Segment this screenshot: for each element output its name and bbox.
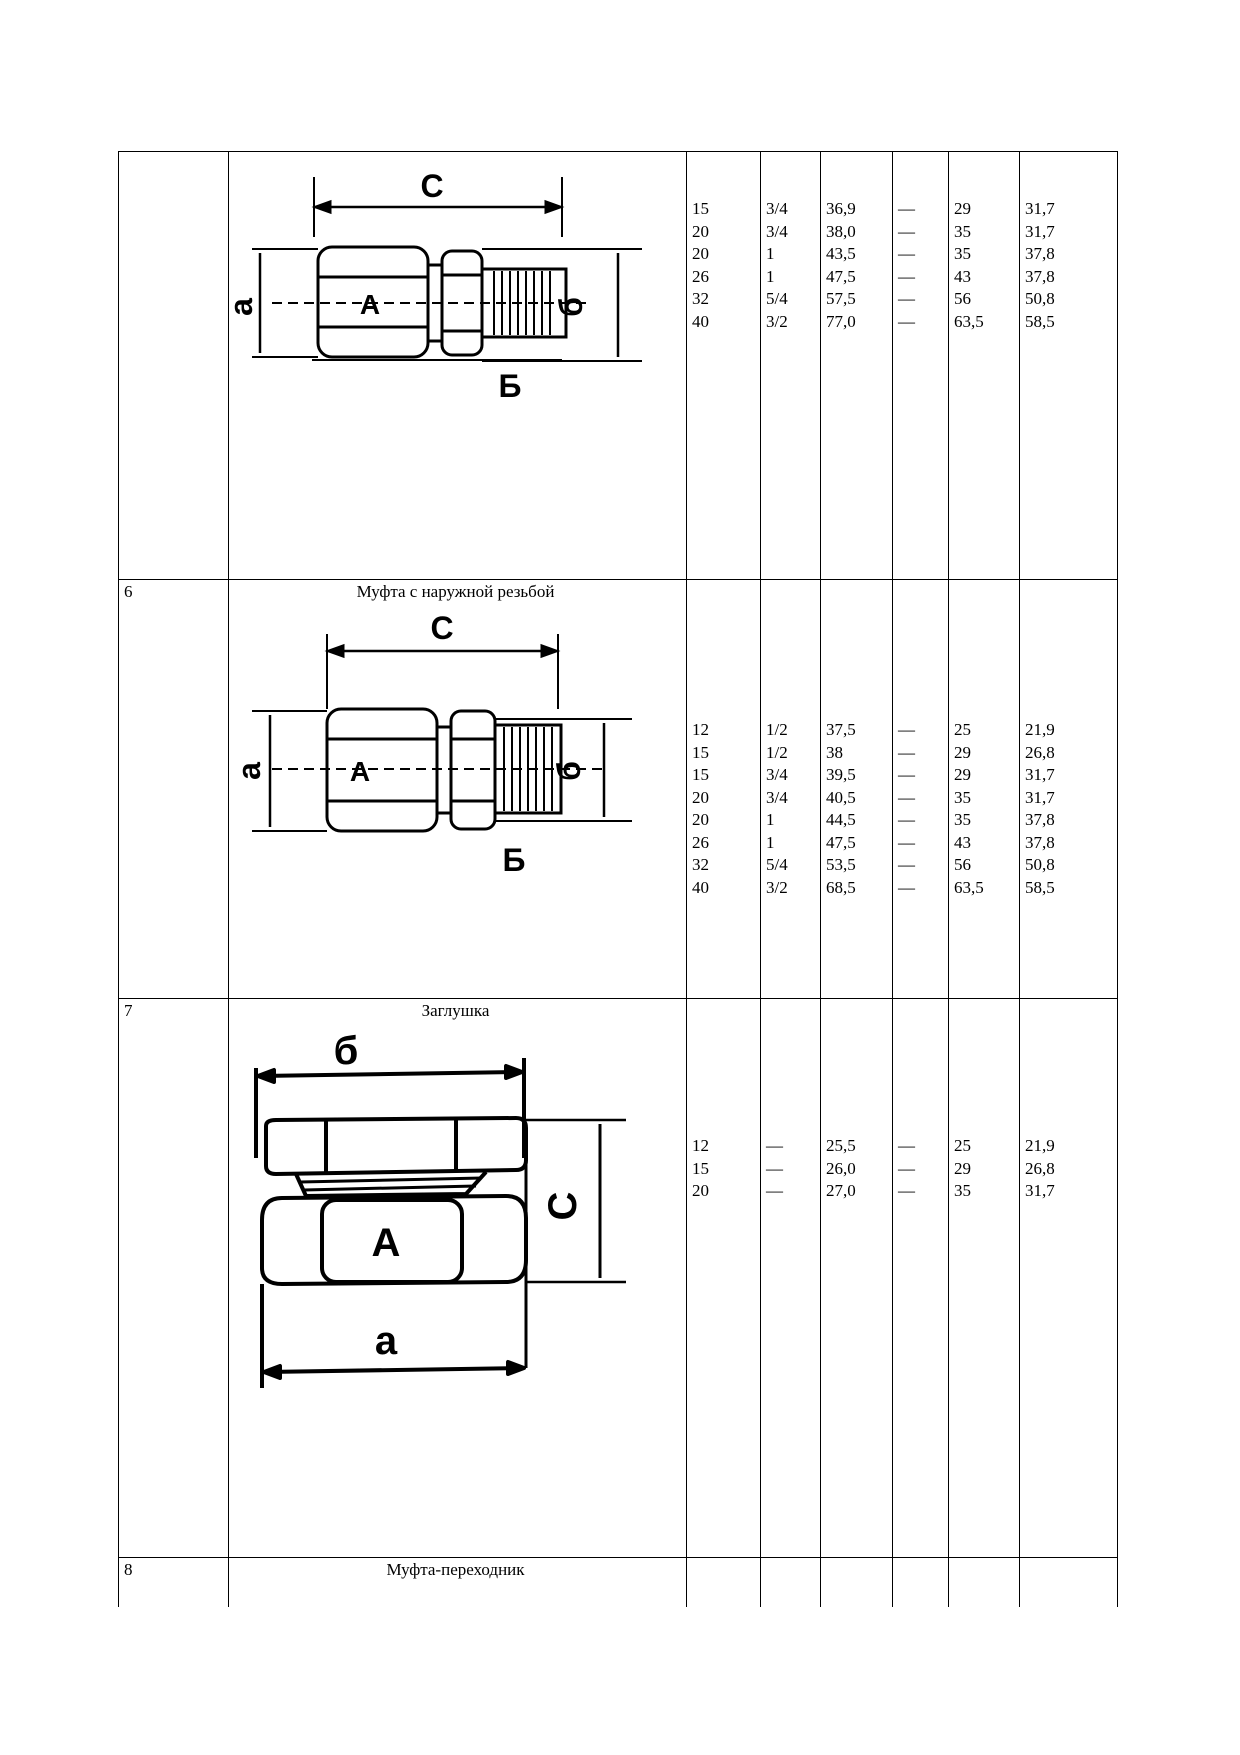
dimension-label-b: б: [333, 1029, 359, 1073]
row-number: 8: [124, 1560, 133, 1579]
part-label-a: А: [349, 756, 371, 787]
row-title: Заглушка: [421, 1001, 490, 1020]
dimension-label-C: С: [541, 1191, 585, 1221]
dimension-label-B: Б: [498, 368, 522, 404]
fitting-drawing: [232, 609, 652, 879]
column-b: 21,9 26,8 31,7: [1025, 1136, 1055, 1200]
row-number: 6: [124, 582, 133, 601]
table-row: [0, 579, 1240, 998]
column-dash: — — — — — — — —: [898, 720, 915, 897]
part-label-a: А: [359, 289, 381, 320]
column-dn: 15 20 20 26 32 40: [692, 199, 709, 331]
dimension-label-a: а: [223, 298, 259, 316]
dimension-label-c: С: [430, 610, 454, 646]
dimension-label-a: а: [374, 1319, 398, 1363]
table-row: [0, 151, 1240, 579]
column-c: 37,5 38 39,5 40,5 44,5 47,5 53,5 68,5: [826, 720, 856, 897]
plug-drawing: [236, 1028, 636, 1428]
column-a: 25 29 29 35 35 43 56 63,5: [954, 720, 984, 897]
row-title: Муфта-переходник: [386, 1560, 525, 1579]
column-thread: — — —: [766, 1136, 783, 1200]
column-thread: 3/4 3/4 1 1 5/4 3/2: [766, 199, 788, 331]
column-dn: 12 15 15 20 20 26 32 40: [692, 720, 709, 897]
row-title: Муфта с наружной резьбой: [356, 582, 555, 601]
column-dn: 12 15 20: [692, 1136, 709, 1200]
column-c: 25,5 26,0 27,0: [826, 1136, 856, 1200]
column-b: 21,9 26,8 31,7 31,7 37,8 37,8 50,8 58,5: [1025, 720, 1055, 897]
column-a: 29 35 35 43 56 63,5: [954, 199, 984, 331]
dimension-label-b: б: [553, 297, 589, 317]
part-label-A: А: [371, 1221, 401, 1265]
column-a: 25 29 35: [954, 1136, 971, 1200]
table-row: [0, 1557, 1240, 1607]
column-b: 31,7 31,7 37,8 37,8 50,8 58,5: [1025, 199, 1055, 331]
fitting-drawing: [223, 157, 652, 407]
column-thread: 1/2 1/2 3/4 3/4 1 1 5/4 3/2: [766, 720, 788, 897]
table-row: [0, 998, 1240, 1557]
column-dash: — — — — — —: [898, 199, 915, 331]
column-c: 36,9 38,0 43,5 47,5 57,5 77,0: [826, 199, 856, 331]
row-number: 7: [124, 1001, 133, 1020]
dimension-label-a: а: [231, 762, 267, 780]
dimension-label-c: С: [420, 168, 444, 204]
dimension-label-b: б: [551, 761, 587, 781]
dimension-label-B: Б: [502, 842, 526, 878]
column-dash: — — —: [898, 1136, 915, 1200]
